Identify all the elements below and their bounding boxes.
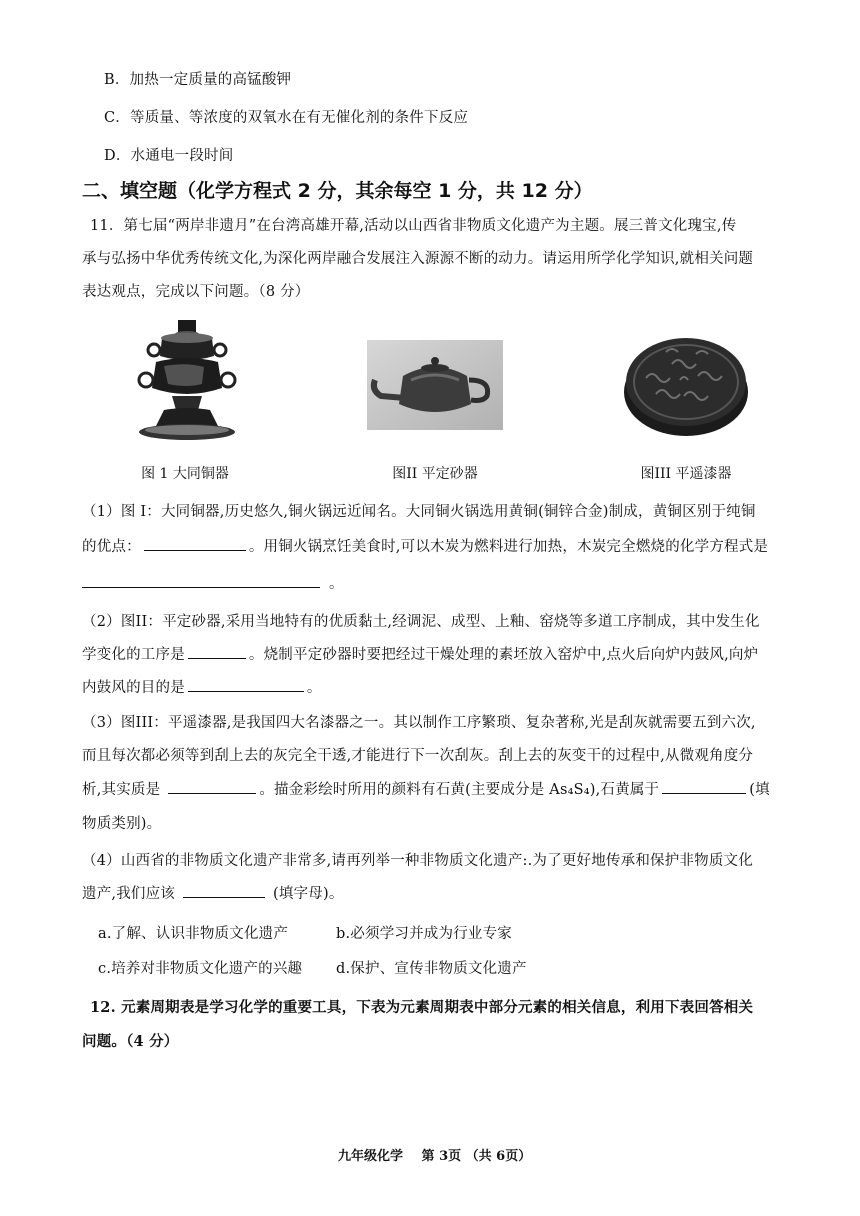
footer-subject: 九年级化学 (338, 1149, 404, 1164)
choice-a: a.了解、认识非物质文化遗产 (98, 926, 289, 942)
figure-3-caption: 图III 平遥漆器 (640, 466, 732, 482)
q11-part1-line2-a: 的优点： (82, 539, 141, 555)
q11-part1-line2-b: 。用铜火锅烹饪美食时,可以木炭为燃料进行加热，木炭完全燃烧的化学方程式是 (248, 539, 769, 555)
q11-part3-line3-b: 。描金彩绘时所用的颜料有石黄(主要成分是 As₄S₄),石黄属于 (259, 782, 660, 798)
q11-part1-line3 (82, 572, 344, 593)
option-b: B．加热一定质量的高锰酸钾 (104, 72, 292, 88)
option-d: D．水通电一段时间 (104, 148, 234, 164)
choice-b: b.必须学习并成为行业专家 (336, 926, 512, 942)
answer-blank-combustion-equation[interactable] (82, 586, 320, 588)
answer-blank-choice-letter[interactable] (183, 896, 265, 898)
q11-part3-line3-a: 析,其实质是 (82, 782, 161, 798)
q11-part3-line3 (82, 778, 770, 799)
figure-lacquer-box (622, 330, 750, 440)
q12-line2: 问题。（4 分） (82, 1033, 179, 1050)
q11-part2-line1: （2）图II：平定砂器,采用当地特有的优质黏土,经调泥、成型、上釉、窑烧等多道工序制成，其中发生化 (82, 614, 760, 630)
figure-teapot (367, 340, 503, 430)
q11-part4-line2 (82, 882, 344, 903)
q11-part2-line3-end: 。 (306, 680, 322, 696)
q11-part3-line1: （3）图III：平遥漆器,是我国四大名漆器之一。其以制作工序繁琐、复杂著称,光是刮灰就需要五到六次, (82, 715, 756, 731)
answer-blank-substance-class[interactable] (662, 792, 746, 794)
q11-part3-line2: 而且每次都必须等到刮上去的灰完全干透,才能进行下一次刮灰。刮上去的灰变干的过程中,从微观角度分 (82, 748, 754, 764)
q11-intro-2: 承与弘扬中华优秀传统文化,为深化两岸融合发展注入源源不断的动力。请运用所学化学知识,就相关问题 (82, 251, 754, 267)
q11-part1-line3-end: 。 (329, 576, 344, 592)
q11-part1-line1: （1）图 I：大同铜器,历史悠久,铜火锅远近闻名。大同铜火锅选用黄铜(铜锌合金)制成，黄铜区别于纯铜 (82, 504, 756, 520)
figure-1-caption: 图 1 大同铜器 (141, 466, 229, 482)
q11-part4-line1: （4）山西省的非物质文化遗产非常多,请再列举一种非物质文化遗产:.为了更好地传承和保护非物质文化 (82, 853, 753, 869)
section-title: 二、填空题（化学方程式 2 分，其余每空 1 分，共 12 分） (82, 180, 593, 202)
q11-part3-line3-c: (填 (749, 782, 770, 798)
q11-part1-line2 (82, 535, 768, 556)
answer-blank-chemical-process[interactable] (188, 657, 246, 659)
q11-part2-line3-a: 内鼓风的目的是 (82, 680, 185, 696)
answer-blank-microscopic-essence[interactable] (168, 792, 256, 794)
q11-part3-line4: 物质类别)。 (82, 816, 162, 832)
bronze-hotpot-image (132, 320, 242, 445)
figure-bronze-hotpot (132, 320, 242, 445)
choice-d: d.保护、宣传非物质文化遗产 (336, 961, 527, 977)
q11-part2-line2-a: 学变化的工序是 (82, 647, 185, 663)
q11-part2-line2 (82, 643, 758, 664)
q11-intro-3: 表达观点，完成以下问题。（8 分） (82, 284, 310, 300)
q11-part2-line2-b: 。烧制平定砂器时要把经过干燥处理的素坯放入窑炉中,点火后向炉内鼓风,向炉 (248, 647, 759, 663)
q11-intro-1: 11．第七届“两岸非遗月”在台湾高雄开幕,活动以山西省非物质文化遗产为主题。展三普文化瑰宝,传 (90, 218, 737, 234)
teapot-image (367, 340, 503, 430)
choice-c: c.培养对非物质文化遗产的兴趣 (98, 961, 303, 977)
lacquer-box-image (622, 330, 750, 440)
q11-part4-line2-a: 遗产,我们应该 (82, 886, 176, 902)
figure-2-caption: 图II 平定砂器 (392, 466, 478, 482)
q12-line1: 12. 元素周期表是学习化学的重要工具，下表为元素周期表中部分元素的相关信息，利用下表回答相关 (90, 999, 754, 1016)
option-c: C．等质量、等浓度的双氧水在有无催化剂的条件下反应 (104, 110, 469, 126)
page-footer (338, 1145, 531, 1164)
footer-page-number: 第 3页 （共 6页） (421, 1149, 532, 1164)
q11-part4-line2-b: (填字母)。 (273, 886, 344, 902)
q11-part2-line3 (82, 676, 322, 697)
answer-blank-brass-advantage[interactable] (144, 549, 246, 551)
answer-blank-blowing-purpose[interactable] (188, 690, 304, 692)
